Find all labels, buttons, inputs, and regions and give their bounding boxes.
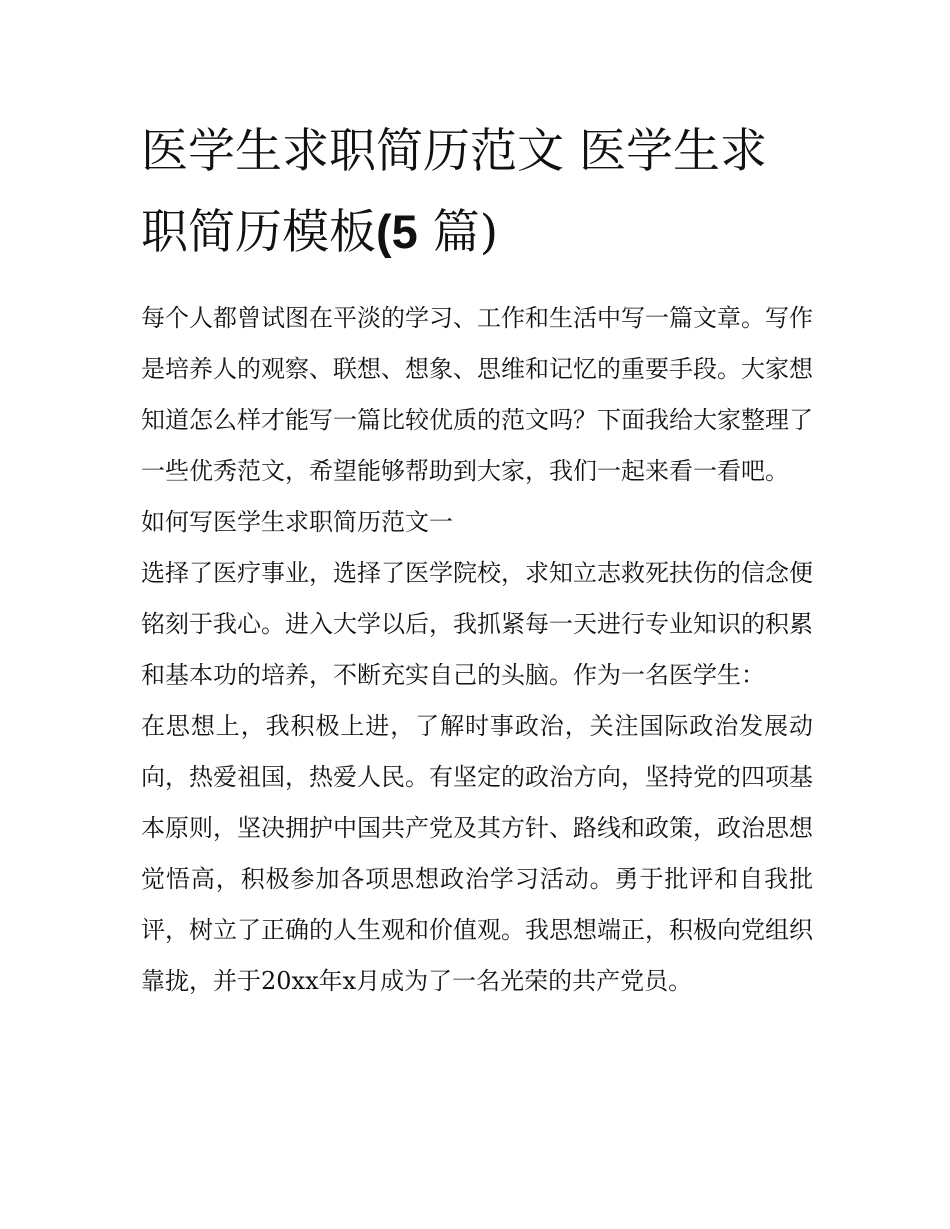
section-heading: 如何写医学生求职简历范文一 (141, 508, 453, 536)
body-paragraph-2: 在思想上，我积极上进，了解时事政治，关注国际政治发展动向，热爱祖国，热爱人民。有坚定的政治方向，坚持党的四项基本原则，坚决拥护中国共产党及其方针、路线和政策，政治思想觉悟高，积极参加各项思想政治学习活动。勇于批评和自我批评，树立了正确的人生观和价值观。我思想端正，积极向党组织靠拢，并于20xx年x月成为了一名光荣的共产党员。 (141, 712, 813, 995)
title-suffix: 篇) (417, 205, 499, 260)
document-title (141, 112, 813, 273)
title-text: 医学生求职简历范文 医学生求职简历模板 (141, 124, 767, 260)
document-body (141, 293, 813, 1007)
body-paragraph-1: 选择了医疗事业，选择了医学院校，求知立志救死扶伤的信念便铭刻于我心。进入大学以后，我抓紧每一天进行专业知识的积累和基本功的培养，不断充实自己的头脑。作为一名医学生： (141, 559, 813, 689)
document-page (141, 112, 813, 1007)
title-count: (5 (376, 205, 418, 258)
intro-paragraph: 每个人都曾试图在平淡的学习、工作和生活中写一篇文章。写作是培养人的观察、联想、想象、思维和记忆的重要手段。大家想知道怎么样才能写一篇比较优质的范文吗？下面我给大家整理了一些优秀范文，希望能够帮助到大家，我们一起来看一看吧。 (141, 304, 813, 485)
